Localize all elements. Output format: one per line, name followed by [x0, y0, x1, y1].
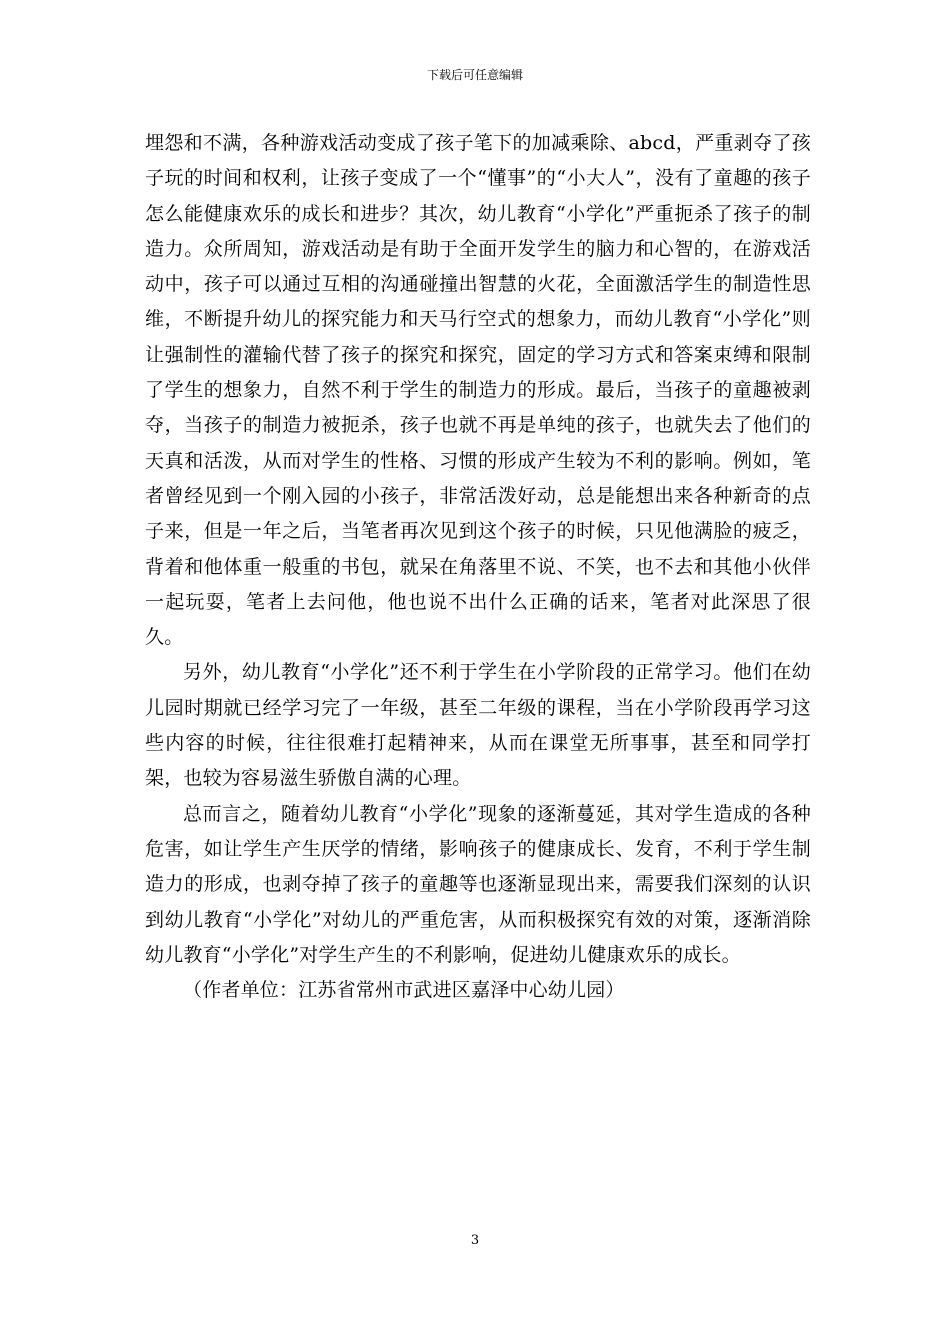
paragraph: 另外，幼儿教育“小学化”还不利于学生在小学阶段的正常学习。他们在幼儿园时期就已经学习完了一年级，甚至二年级的课程，当在小学阶段再学习这些内容的时候，往往很难打起精神来，从而在课堂无所事事，甚至和同学打架，也较为容易滋生骄傲自满的心理。 — [145, 661, 811, 790]
page-header: 下载后可任意编辑 — [426, 68, 523, 82]
author-affiliation: （作者单位：江苏省常州市武进区嘉泽中心幼儿园） — [183, 979, 625, 1002]
paragraph: 总而言之，随着幼儿教育“小学化”现象的逐渐蔓延，其对学生造成的各种危害，如让学生产生厌学的情绪，影响孩子的健康成长、发育，不利于学生制造力的形成，也剥夺掉了孩子的童趣等也逐渐显现出来，需要我们深刻的认识到幼儿教育“小学化”对幼儿的严重危害，从而积极探究有效的对策，逐渐消除幼儿教育“小学化”对学生产生的不利影响，促进幼儿健康欢乐的成长。 — [145, 802, 811, 966]
paragraph-continued: 埋怨和不满，各种游戏活动变成了孩子笔下的加减乘除、abcd，严重剥夺了孩子玩的时间和权利，让孩子变成了一个“懂事”的“小大人”，没有了童趣的孩子怎么能健康欢乐的成长和进步？其次，幼儿教育“小学化”严重扼杀了孩子的制造力。众所周知，游戏活动是有助于全面开发学生的脑力和心智的，在游戏活动中，孩子可以通过互相的沟通碰撞出智慧的火花，全面激活学生的制造性思维，不断提升幼儿的探究能力和天马行空式的想象力，而幼儿教育“小学化”则让强制性的灌输代替了孩子的探究和探究，固定的学习方式和答案束缚和限制了学生的想象力，自然不利于学生的制造力的形成。最后，当孩子的童趣被剥夺，当孩子的制造力被扼杀，孩子也就不再是单纯的孩子，也就失去了他们的天真和活泼，从而对学生的性格、习惯的形成产生较为不利的影响。例如，笔者曾经见到一个刚入园的小孩子，非常活泼好动，总是能想出来各种新奇的点子来，但是一年之后，当笔者再次见到这个孩子的时候，只见他满脸的疲乏，背着和他体重一般重的书包，就呆在角落里不说、不笑，也不去和其他小伙伴一起玩耍，笔者上去问他，他也说不出什么正确的话来，笔者对此深思了很久。 — [145, 132, 811, 649]
document-body — [145, 126, 811, 1008]
page-number: 3 — [470, 1233, 480, 1248]
